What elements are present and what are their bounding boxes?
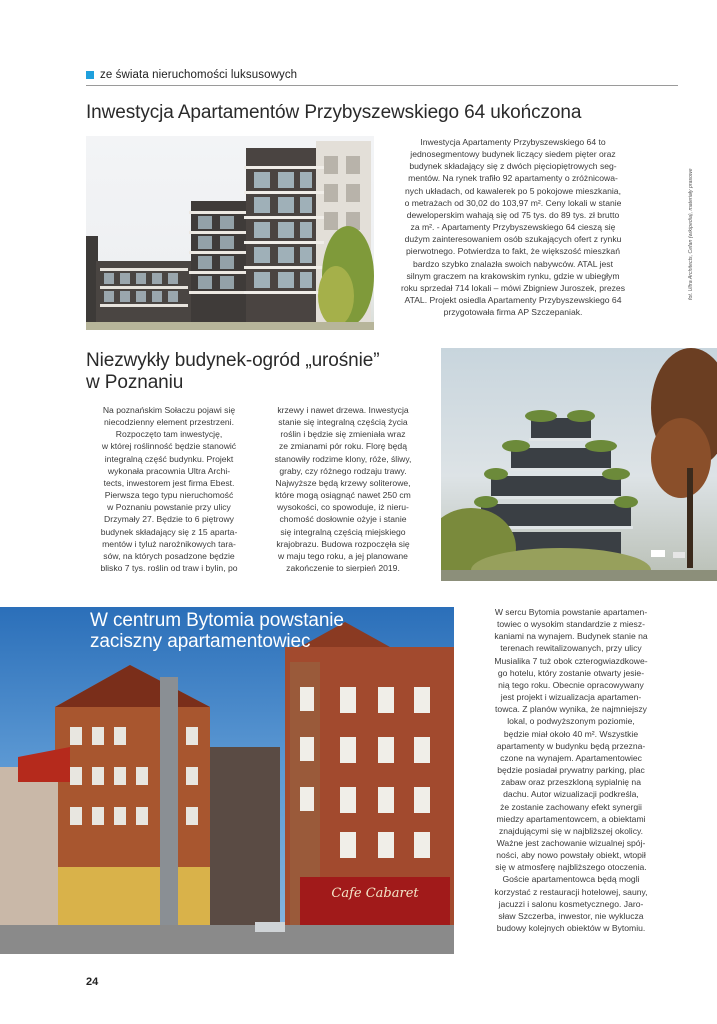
article-3-title (90, 610, 344, 652)
text-line: budynek składający się z dwóch pięciopiętrowych seg- (409, 161, 617, 172)
text-line: zabaw oraz przeszkloną sypialnię na (501, 777, 641, 788)
text-line: krzewy i nawet drzewa. Inwestycja (277, 405, 409, 415)
page-number: 24 (86, 976, 99, 988)
text-line: jest projekt i wizualizacja apartamen- (500, 692, 642, 703)
text-line: wysokości, co spowoduje, iż nieru- (277, 502, 409, 513)
article-3-body (466, 606, 676, 934)
text-line: ATAL. Projekt osiedla Apartamenty Przybyszewskiego 64 (404, 295, 622, 306)
text-line: krajobrazu. Budowa rozpoczęła się (276, 538, 410, 549)
text-line: kaniami na wynajem. Budynek stanie na (494, 631, 648, 642)
garden-building-photo (441, 348, 717, 581)
text-line: lokal, o podwyższonym poziomie, (507, 716, 635, 727)
text-line: w Poznaniu powstanie przy ulicy (107, 502, 231, 513)
text-line: że zostanie zachowany efekt synergii (500, 801, 642, 812)
text-line: budowy kolejnych obiektów w Bytomiu. (496, 923, 646, 934)
text-line: przygotowała firma AP Szczepaniak. (443, 307, 583, 318)
article-2-column-1 (84, 404, 254, 574)
text-line: roku sprzedał 714 lokali – mówi Zbigniew Juroszek, prezes (400, 282, 626, 293)
photo-credit: fot. Ultra Architects, Cefan (wikipedia), materiały prasowe (688, 168, 694, 300)
text-line: wykonała pracownia Ultra Archi- (107, 465, 231, 476)
text-line: integralną część budynku. Projekt (104, 453, 234, 464)
text-line: ze zmianami pór roku. Florę będą (278, 441, 407, 452)
text-line: dachu. Autor wizualizacji podkreśla, (503, 789, 639, 800)
title-line: zaciszny apartamentowiec (90, 631, 311, 652)
section-marker-icon (86, 71, 94, 79)
text-line: Ważne jest zachowanie wizualnej spój- (496, 837, 646, 848)
text-line: W sercu Bytomia powstanie apartamen- (494, 607, 648, 617)
text-line: się integralną częścią miejskiego (280, 526, 406, 537)
title-line: Niezwykły budynek-ogród „urośnie” (86, 350, 380, 371)
title-line: w Poznaniu (86, 372, 184, 393)
text-line: apartamenty w budynku będą przezna- (496, 740, 646, 751)
text-line: nych układach, od kawalerek po 5 pokojowe mieszkania, (405, 185, 621, 196)
text-line: chomość dosłownie ożyje i stanie (279, 514, 407, 525)
text-line: jednosegmentowy budynek liczący siedem pięter oraz (410, 149, 616, 160)
text-line: Najwyższe będą krzewy soliterowe, (275, 477, 411, 488)
text-line: go hotelu, który zostanie otwarty jesie- (497, 667, 645, 678)
text-line: mentów i tyluż narożnikowych tara- (102, 538, 236, 549)
text-line: budynek składający się z 15 aparta- (100, 526, 238, 537)
text-line: silnym graczem na krakowskim rynku, gdzie w ubiegłym (406, 270, 620, 281)
text-line: ności, aby nowo powstały obiekt, wtopił (496, 850, 646, 861)
text-line: deweloperskim wahają się od 75 tys. do 89 tys. zł brutto (406, 209, 620, 220)
text-line: roślin i będzie się zmieniała wraz (280, 429, 406, 440)
text-line: się w atmosferę najbliższego otoczenia. (495, 862, 647, 873)
title-line: W centrum Bytomia powstanie (90, 610, 344, 631)
text-line: blisko 7 tys. roślin od traw i bylin, po (100, 563, 238, 574)
bytom-street-photo (0, 607, 454, 954)
text-line: znajdującymi się w najbliższej okolicy. (498, 825, 644, 836)
text-line: mentów. Na rynek trafiło 92 apartamenty o zróżnicowa- (408, 173, 618, 184)
text-line: które mogą osiągnąć nawet 250 cm (275, 490, 411, 501)
text-line: będzie posiadał prywatny parking, plac (497, 765, 645, 776)
article-2-title (86, 350, 379, 394)
text-line: Goście apartamentowca będą mogli (502, 874, 640, 885)
text-line: Rozpoczęto tam inwestycję, (115, 429, 223, 440)
text-line: tects, inwestorem jest firma Ebest. (103, 477, 235, 488)
apartment-building-photo (86, 136, 374, 330)
text-line: towiec o wysokim standardzie z miesz- (496, 619, 646, 630)
text-line: Musialika 7 tuż obok czterogwiazdkowe- (494, 655, 648, 666)
text-line: czone na wynajem. Apartamentowiec (500, 752, 642, 763)
text-line: stanie się integralną częścią życia (278, 417, 408, 428)
text-line: niecodzienny element przestrzeni. (104, 417, 234, 428)
text-line: Drzymały 27. Będzie to 6 piętrowy (104, 514, 234, 525)
text-line: będzie miał około 40 m². Wszystkie (503, 728, 639, 739)
article-1-body (378, 136, 648, 318)
text-line: za m². - Apartamenty Przybyszewskiego 64 cieszą się (410, 222, 616, 233)
article-2-column-2 (258, 404, 428, 574)
cafe-sign-text: Cafe Cabaret (331, 886, 419, 901)
text-line: zakończenie to sierpień 2019. (286, 563, 400, 574)
section-header (86, 64, 678, 86)
text-line: Inwestycja Apartamenty Przybyszewskiego 64 to (420, 137, 606, 147)
text-line: stanowiły rodzime klony, róże, śliwy, (274, 453, 412, 464)
text-line: Pierwsza tego typu nieruchomość (104, 490, 234, 501)
text-line: towca. Z planów wynika, że najmniejszy (495, 704, 647, 715)
text-line: terenach rewitalizowanych, przy ulicy (500, 643, 642, 654)
text-line: miedzy apartamentowcem, a obiektami (496, 813, 646, 824)
text-line: jacuzzi i salonu kosmetycznego. Jaro- (498, 898, 644, 909)
text-line: o metrażach od 30,02 do 103,97 m². Ceny lokali w stanie (404, 197, 622, 208)
text-line: dużym zainteresowaniem osób szukających ofert z rynku (404, 234, 622, 245)
text-line: korzystać z restauracji hotelowej, sauny, (494, 886, 648, 897)
text-line: nią tego roku. Obecnie opracowywany (498, 679, 644, 690)
text-line: sław Szczerba, inwestor, nie wyklucza (498, 910, 644, 921)
text-line: pierwotnego. Potwierdza to fakt, że większość mieszkań (406, 246, 620, 257)
text-line: graby, czy różnego rodzaju trawy. (279, 465, 407, 476)
article-1-title: Inwestycja Apartamentów Przybyszewskiego 64 ukończona (86, 102, 582, 123)
text-line: w której roślinność będzie stanowić (101, 441, 237, 452)
text-line: Na poznańskim Sołaczu pojawi się (102, 405, 236, 415)
text-line: bardzo szybko znalazła swoich nabywców. ATAL jest (413, 258, 613, 269)
section-label: ze świata nieruchomości luksusowych (100, 68, 298, 81)
text-line: w maju tego roku, a jej planowane (278, 550, 408, 561)
text-line: sów, na których posadzone będzie (103, 550, 235, 561)
